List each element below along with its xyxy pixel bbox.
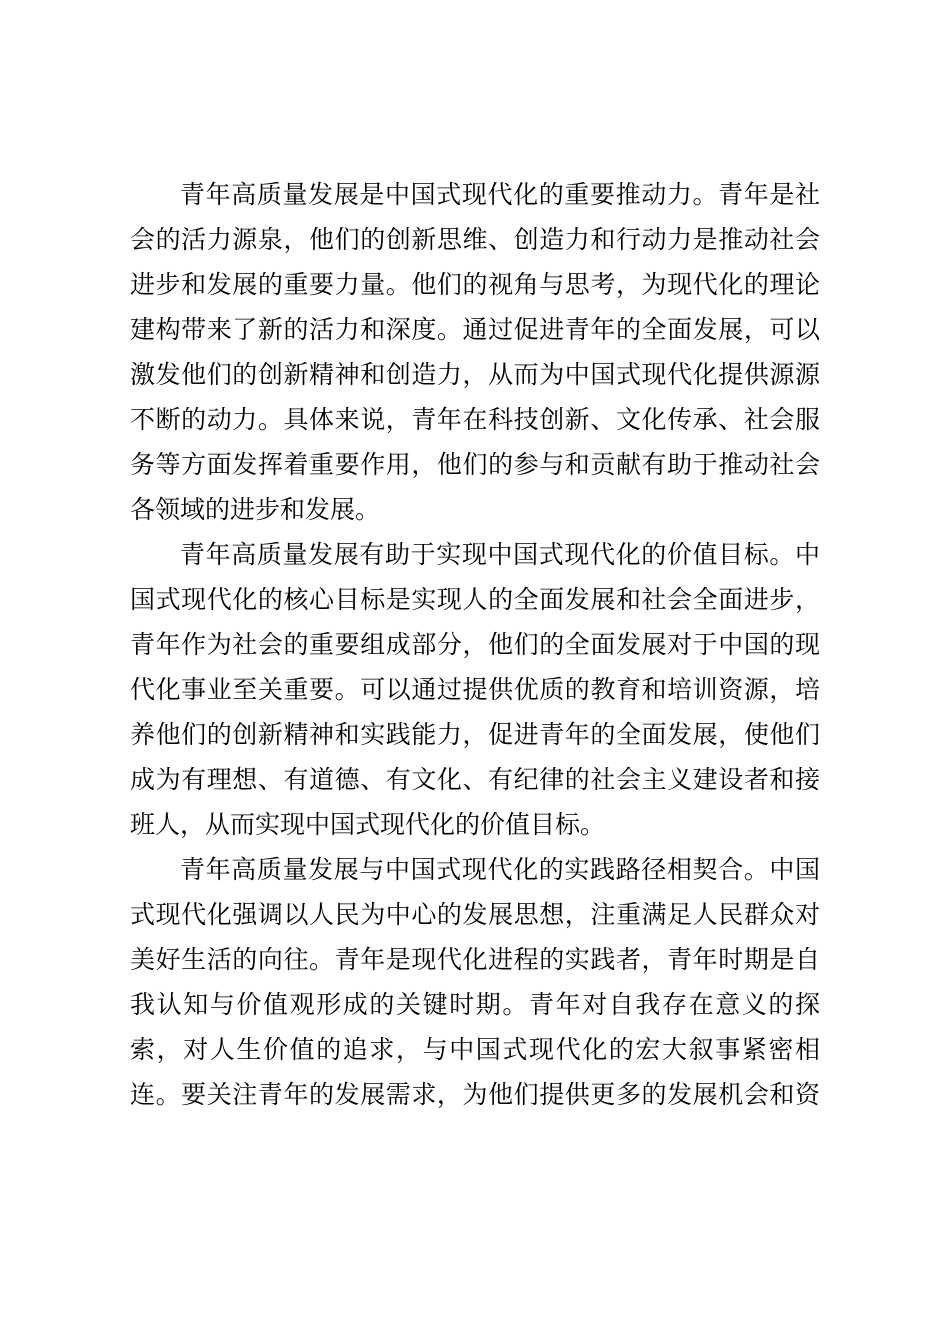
text-line: 代化事业至关重要。可以通过提供优质的教育和培训资源，培 <box>130 675 820 704</box>
text-line: 养他们的创新精神和实践能力，促进青年的全面发展，使他们 <box>130 720 820 749</box>
paragraph-3 <box>130 847 820 1117</box>
text-line: 国式现代化的核心目标是实现人的全面发展和社会全面进步， <box>130 585 820 614</box>
text-line: 式现代化强调以人民为中心的发展思想，注重满足人民群众对 <box>130 900 820 929</box>
text-line: 务等方面发挥着重要作用，他们的参与和贡献有助于推动社会 <box>130 450 820 479</box>
text-line: 不断的动力。具体来说，青年在科技创新、文化传承、社会服 <box>130 405 820 434</box>
text-line: 成为有理想、有道德、有文化、有纪律的社会主义建设者和接 <box>130 765 820 794</box>
text-line: 激发他们的创新精神和创造力，从而为中国式现代化提供源源 <box>130 360 820 389</box>
text-line: 美好生活的向往。青年是现代化进程的实践者，青年时期是自 <box>130 945 820 974</box>
document-body <box>130 172 820 1117</box>
text-line: 班人，从而实现中国式现代化的价值目标。 <box>130 810 606 839</box>
text-line: 各领域的进步和发展。 <box>130 495 381 524</box>
text-line: 建构带来了新的活力和深度。通过促进青年的全面发展，可以 <box>130 315 820 344</box>
text-line: 青年高质量发展与中国式现代化的实践路径相契合。中国 <box>180 855 820 884</box>
text-line: 青年高质量发展是中国式现代化的重要推动力。青年是社 <box>180 180 820 209</box>
paragraph-2 <box>130 532 820 847</box>
text-line: 青年作为社会的重要组成部分，他们的全面发展对于中国的现 <box>130 630 820 659</box>
text-line: 我认知与价值观形成的关键时期。青年对自我存在意义的探 <box>130 990 820 1019</box>
text-line: 进步和发展的重要力量。他们的视角与思考，为现代化的理论 <box>130 270 820 299</box>
paragraph-1 <box>130 172 820 532</box>
text-line: 连。要关注青年的发展需求，为他们提供更多的发展机会和资 <box>130 1080 820 1109</box>
text-line: 索，对人生价值的追求，与中国式现代化的宏大叙事紧密相 <box>130 1035 820 1064</box>
text-line: 会的活力源泉，他们的创新思维、创造力和行动力是推动社会 <box>130 225 820 254</box>
text-line: 青年高质量发展有助于实现中国式现代化的价值目标。中 <box>180 540 820 569</box>
